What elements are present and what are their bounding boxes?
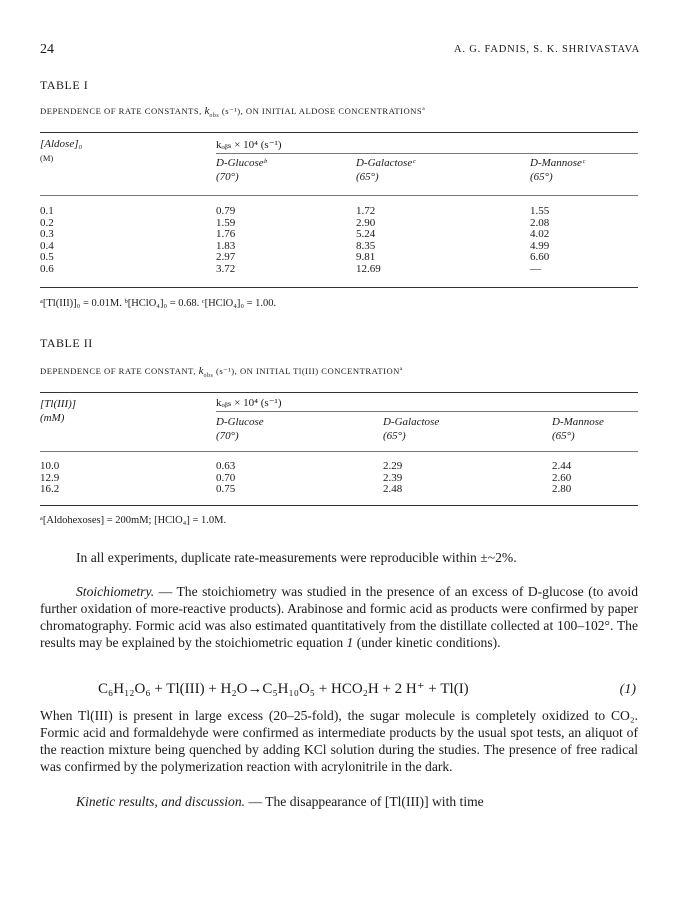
table-cell: 2.90: [356, 216, 376, 229]
table1-caption: DEPENDENCE OF RATE CONSTANTS, $k_{obs}$ (s⁻¹), ON INITIAL ALDOSE CONCENTRATIONS$^a$: [40, 105, 426, 119]
table-cell: 2.44: [552, 460, 572, 472]
running-header-authors: A. G. FADNIS, S. K. SHRIVASTAVA: [454, 44, 640, 55]
table-cell: 0.5: [40, 251, 54, 264]
table1-mannose-column: [530, 206, 549, 276]
table-cell: 0.2: [40, 216, 54, 229]
table1-sub-rule: [216, 153, 638, 154]
paragraph-stoichiometry: Stoichiometry. — The stoichiometry was studied in the presence of an excess of D-glucose (to avoid further oxidation of more-reactive products). Arabinose and formic acid as products were confirmed by paper chromatography. Formic acid was also estimated quantitatively from the distillate collected at 100–102°. The results may be explained by the stoichiometric equation 1 (under kinetic conditions).: [40, 584, 638, 650]
table1-footnote: ᵃ[Tl(III)]₀ = 0.01M. ᵇ[HClO₄]₀ = 0.68. ᶜ[HClO₄]₀ = 1.00.: [40, 298, 277, 309]
table-cell: 1.72: [356, 205, 376, 217]
table1-col-galactose-temp: (65°): [356, 171, 379, 183]
table1-header-rule: [40, 195, 638, 196]
table-cell: 0.6: [40, 262, 54, 275]
table1-col-galactose: D-Galactoseᶜ: [356, 157, 416, 169]
table-cell: 16.2: [40, 483, 60, 496]
table2-col-glucose-temp: (70°): [216, 430, 239, 442]
table-cell: 3.72: [216, 262, 236, 275]
table-cell: 6.60: [530, 251, 550, 264]
table-cell: 2.80: [552, 483, 572, 496]
table2-bottom-rule: [40, 505, 638, 506]
table-cell: 2.29: [383, 460, 403, 472]
table1-row-header: [Aldose]₀: [40, 138, 83, 150]
table-cell: 4.99: [530, 239, 550, 252]
equation-reference: 1: [346, 635, 354, 650]
table-cell: 2.60: [552, 471, 572, 484]
table-cell: 1.76: [216, 228, 236, 241]
table1-aldose-column: [40, 206, 54, 276]
table-cell: 2.97: [216, 251, 236, 264]
table1-top-rule: [40, 132, 638, 133]
table2-galactose-column: [383, 461, 402, 496]
equation-number: (1): [619, 682, 636, 697]
table1-col-mannose: D-Mannoseᶜ: [530, 157, 585, 169]
page-number: 24: [40, 42, 54, 57]
paragraph-kinetic-results: Kinetic results, and discussion. — The disappearance of [Tl(III)] with time: [76, 794, 484, 809]
table2-col-glucose: D-Glucose: [216, 416, 264, 428]
table1-bottom-rule: [40, 287, 638, 288]
table-cell: 9.81: [356, 251, 376, 264]
table2-row-unit: (mM): [40, 412, 65, 424]
table-cell: 10.0: [40, 460, 60, 472]
table2-mannose-column: [552, 461, 571, 496]
table-cell: 2.48: [383, 483, 403, 496]
table-cell: 0.3: [40, 228, 54, 241]
table-cell: 0.63: [216, 460, 236, 472]
table2-col-galactose: D-Galactose: [383, 416, 440, 428]
table1-row-unit: (M): [40, 153, 54, 163]
table2-footnote: ᵃ[Aldohexoses] = 200mM; [HClO₄] = 1.0M.: [40, 515, 227, 526]
table1-galactose-column: [356, 206, 381, 276]
table-cell: 2.08: [530, 216, 550, 229]
table-cell: 1.55: [530, 205, 550, 217]
table2-col-mannose: D-Mannose: [552, 416, 604, 428]
stoichiometric-equation: C₆H₁₂O₆ + Tl(III) + H₂O→C₅H₁₀O₅ + HCO₂H + 2 H⁺ + Tl(I): [98, 681, 469, 697]
table1-col-glucose-temp: (70°): [216, 171, 239, 183]
paragraph-excess-tl: When Tl(III) is present in large excess (20–25-fold), the sugar molecule is completely oxidized to CO₂. Formic acid and formaldehyde were confirmed as intermediate products by the usual spot tests, an aliquot of the reaction mixture being quenched by adding KCl solution during the studies. The presence of free radical was confirmed by the polymerization reaction with acrylonitrile in the dark.: [40, 708, 638, 774]
table1-col-mannose-temp: (65°): [530, 171, 553, 183]
table-cell: 0.70: [216, 471, 236, 484]
section-heading-kinetic-results: Kinetic results, and discussion.: [76, 794, 246, 809]
table2-top-rule: [40, 392, 638, 393]
table1-k-header: kₒᵦₛ × 10⁴ (s⁻¹): [216, 139, 282, 151]
section-heading-stoichiometry: Stoichiometry.: [76, 584, 155, 599]
table-cell: 1.83: [216, 239, 236, 252]
table1-glucose-column: [216, 206, 235, 276]
table2-header-rule: [40, 451, 638, 452]
table2-sub-rule: [216, 411, 638, 412]
table-cell: 12.69: [356, 262, 381, 275]
table-cell: 1.59: [216, 216, 236, 229]
table-cell: 4.02: [530, 228, 550, 241]
table-cell: 12.9: [40, 471, 60, 484]
table-cell: 0.1: [40, 205, 54, 217]
table-cell: 0.75: [216, 483, 236, 496]
paragraph-reproducibility: In all experiments, duplicate rate-measurements were reproducible within ±~2%.: [76, 550, 517, 565]
table2-caption: DEPENDENCE OF RATE CONSTANT, $k_{obs}$ (s⁻¹), ON INITIAL Tl(III) CONCENTRATION$^a$: [40, 365, 403, 379]
table2-col-mannose-temp: (65°): [552, 430, 575, 442]
table2-row-header: [Tl(III)]: [40, 398, 77, 410]
table2-tl-column: [40, 461, 59, 496]
table-cell: 8.35: [356, 239, 376, 252]
table2-label: TABLE II: [40, 336, 93, 350]
table2-k-header: kₒᵦₛ × 10⁴ (s⁻¹): [216, 397, 282, 409]
table-cell: 2.39: [383, 471, 403, 484]
table1-col-glucose: D-Glucoseᵇ: [216, 157, 267, 169]
table-cell: 0.79: [216, 205, 236, 217]
table-cell: —: [530, 262, 541, 275]
table-cell: 5.24: [356, 228, 376, 241]
table2-col-galactose-temp: (65°): [383, 430, 406, 442]
table2-glucose-column: [216, 461, 235, 496]
table1-label: TABLE I: [40, 78, 89, 92]
table-cell: 0.4: [40, 239, 54, 252]
